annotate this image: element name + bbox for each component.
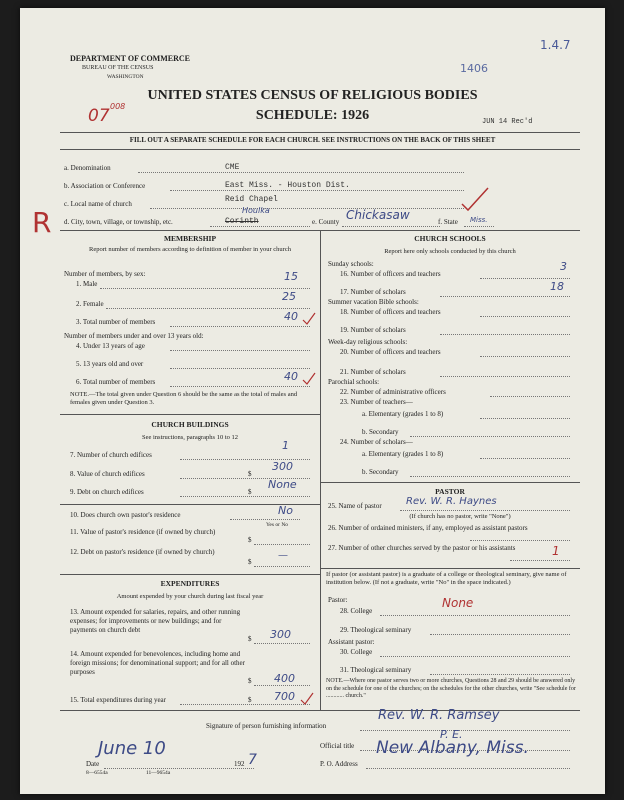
q14-label: 14. Amount expended for benevolences, including home and foreign missions; for denominational support; and for all other purposes [70, 650, 245, 676]
q10-label: 10. Does church own pastor's residence [70, 511, 181, 519]
form-number: 8—6554a [86, 770, 108, 776]
official-title-label: Official title [320, 742, 355, 750]
q1-value[interactable]: 15 [284, 270, 298, 283]
q17-value[interactable]: 18 [550, 280, 564, 293]
q3-value[interactable]: 40 [284, 310, 298, 323]
members-by-age: Number of members under and over 13 years old: [64, 332, 204, 340]
city-handwritten-value[interactable]: Houlka [242, 206, 270, 215]
q19-label: 19. Number of scholars [340, 326, 406, 334]
schools-heading: CHURCH SCHOOLS [414, 234, 486, 243]
q13-value[interactable]: 300 [270, 628, 291, 641]
check-mark-icon [302, 372, 316, 386]
form-number-2: 11—9654a [146, 770, 171, 776]
official-title-value[interactable]: P. E. [440, 728, 463, 741]
assistant-pastor-sublabel: Assistant pastor: [328, 638, 375, 646]
check-mark-icon [302, 312, 316, 326]
membership-sub: Report number of members according to definition of member in your church [89, 246, 291, 253]
q12-label: 12. Debt on pastor's residence (if owned by church) [70, 548, 215, 556]
stamp-number: 1406 [460, 62, 488, 75]
members-by-sex: Number of members, by sex: [64, 270, 146, 278]
census-schedule-sheet: 1.4.7 1406 JUN 14 Rec'd 07 008 DEPARTMENT OF COMMERCE BUREAU OF THE CENSUS WASHINGTON UNITED STATES CENSUS OF RELIGIOUS BODIES SCHEDULE: 1926 FILL OUT A SEPARATE SCHEDULE FOR EACH CHURCH. SEE INSTRUCTIONS ON THE BACK OF THIS SHEET a. Denomination CME b. Association or Conference East Miss. - Houston Dist. c. Local name of church Reid Chapel d. City, town, village, or township, etc. Corinth Houlka e. County Chickasaw f. State Miss. R MEMBERSHIP Report number of members according to definition of member in your church Number of members, by sex: 1. Male 15 2. Female 25 3. Total number of members 40 Number of members under and over 13 years old: 4. Under 13 years of age 5. 13 years old and over 6. Total number of members 40 NOTE.—The total given under Question 6 should be the same as the total of males and females given under Question 3. CHURCH BUILDINGS See instructions, paragraphs 10 to 12 7. Number of church edifices 1 8. Value of church edifices $ 300 9. Debt on church edifices $ None 10. Does church own pastor's residence No Yes or No 11. Value of pastor's residence (if owned by church) $ 12. Debt on pastor's residence (if owned by church) $ — EXPENDITURES Amount expended by your church during last fiscal year 13. Amount expended for salaries, repairs, and other running expenses; for improvements or new buildings; and for payments on church debt $ 300 14. Amount expended for benevolences, including home and foreign missions; for denominational support; and for all other purposes $ 400 15. Total expenditures during year $ 700 CHURCH SCHOOLS Report here only schools conducted by this church Sunday schools: 16. Number of officers and teachers 3 17. Number of scholars 18 Summer vacation Bible schools: 18. Number of officers and teachers 19. Number of scholars Week-day religious schools: 20. Number of officers and teachers 21. Number of scholars Parochial schools: 22. Number of administrative officers 23. Number of teachers— a. Elementary (grades 1 to 8) b. Secondary 24. Number of scholars— a. Elementary (grades 1 to 8) b. Secondary PASTOR 25. Name of pastor Rev. W. R. Haynes (If church has no pastor, write "None") 26. Number of ordained ministers, if any, employed as assistant pastors 27. Number of other churches served by the pastor or his assistants 1 If pastor (or assistant pastor) is a graduate of a college or theological seminary, give name of institution below. (If not a graduate, write "No" in the space indicated.) Pastor: 28. College None 29. Theological seminary Assistant pastor: 30. College 31. Theological seminary NOTE.—Where one pastor serves two or more churches, Questions 28 and 29 should be answered only on the schedule for one of the churches; on the schedules for the other churches, write "See schedule for ............ church." Signature of person furnishing information Rev. W. R. Ramsey Official title P. E. Date June 10 192 7 P. O. Address New Albany, Miss. 8—6554a 11—9654a [20, 8, 605, 794]
department-name: DEPARTMENT OF COMMERCE [70, 54, 191, 63]
city-name: WASHINGTON [107, 74, 144, 80]
form-instruction: FILL OUT A SEPARATE SCHEDULE FOR EACH CHURCH. SEE INSTRUCTIONS ON THE BACK OF THIS SHEET [129, 136, 496, 144]
form-title: UNITED STATES CENSUS OF RELIGIOUS BODIES [147, 88, 478, 103]
q22-label: 22. Number of administrative officers [340, 388, 446, 396]
q6-label: 6. Total number of members [76, 378, 156, 386]
pastor-sublabel: Pastor: [328, 596, 348, 604]
form-schedule: SCHEDULE: 1926 [255, 108, 370, 123]
q16-value[interactable]: 3 [560, 260, 567, 273]
q9-label: 9. Debt on church edifices [70, 488, 144, 496]
q8-value[interactable]: 300 [272, 460, 293, 473]
city-label: d. City, town, village, or township, etc. [64, 218, 173, 226]
q23a-label: a. Elementary (grades 1 to 8) [362, 410, 444, 418]
po-address-value[interactable]: New Albany, Miss. [376, 738, 529, 758]
q26-label: 26. Number of ordained ministers, if any, employed as assistant pastors [328, 524, 528, 532]
year-prefix: 192 [234, 760, 245, 768]
sunday-schools: Sunday schools: [328, 260, 374, 268]
check-mark-icon [460, 186, 490, 212]
state-value[interactable]: Miss. [470, 216, 488, 224]
date-value[interactable]: June 10 [98, 738, 166, 759]
q24a-label: a. Elementary (grades 1 to 8) [362, 450, 444, 458]
q17-label: 17. Number of scholars [340, 288, 406, 296]
denomination-label: a. Denomination [64, 164, 111, 172]
q28-value[interactable]: None [442, 596, 474, 610]
expenditures-heading: EXPENDITURES [160, 579, 220, 588]
local-name-value[interactable]: Reid Chapel [225, 195, 278, 204]
local-name-label: c. Local name of church [64, 200, 132, 208]
q29-label: 29. Theological seminary [340, 626, 412, 634]
q9-value[interactable]: None [268, 478, 297, 491]
q24-label: 24. Number of scholars— [340, 438, 413, 446]
parochial-schools: Parochial schools: [328, 378, 380, 386]
q27-label: 27. Number of other churches served by the pastor or his assistants [328, 544, 516, 552]
q10-value[interactable]: No [278, 504, 293, 517]
po-address-label: P. O. Address [320, 760, 358, 768]
county-label: e. County [312, 218, 340, 226]
q5-label: 5. 13 years old and over [76, 360, 144, 368]
weekday-schools: Week-day religious schools: [328, 338, 408, 346]
signature-value[interactable]: Rev. W. R. Ramsey [378, 708, 500, 723]
year-handwritten[interactable]: 7 [248, 752, 257, 768]
graduate-instruction: If pastor (or assistant pastor) is a graduate of a college or theological seminary, give name of institution below. (If not a graduate, write "No" in the space indicated.) [326, 571, 567, 586]
q23b-label: b. Secondary [362, 428, 399, 436]
q7-value[interactable]: 1 [282, 439, 289, 452]
q31-label: 31. Theological seminary [340, 666, 412, 674]
q25-label: 25. Name of pastor [328, 502, 382, 510]
q21-label: 21. Number of scholars [340, 368, 406, 376]
signature-label: Signature of person furnishing information [206, 722, 327, 730]
received-stamp: JUN 14 Rec'd [482, 118, 533, 126]
denomination-value[interactable]: CME [225, 163, 240, 172]
city-struck-value[interactable]: Corinth [225, 217, 259, 226]
q30-label: 30. College [340, 648, 373, 656]
q24b-label: b. Secondary [362, 468, 399, 476]
membership-heading: MEMBERSHIP [163, 234, 217, 243]
stamp-number-top: 1.4.7 [540, 38, 571, 52]
q6-value[interactable]: 40 [284, 370, 298, 383]
check-mark-icon [300, 692, 314, 706]
state-label: f. State [438, 218, 458, 226]
coding-mark-sup: 008 [110, 102, 126, 111]
q27-value[interactable]: 1 [552, 544, 560, 558]
q15-value[interactable]: 700 [274, 690, 295, 703]
q4-label: 4. Under 13 years of age [76, 342, 145, 350]
association-label: b. Association or Conference [64, 182, 146, 190]
q2-label: 2. Female [76, 300, 104, 308]
association-value[interactable]: East Miss. - Houston Dist. [225, 181, 350, 190]
q15-label: 15. Total expenditures during year [70, 696, 166, 704]
q2-value[interactable]: 25 [282, 290, 296, 303]
q25-hint: (If church has no pastor, write "None") [409, 513, 511, 520]
q13-label: 13. Amount expended for salaries, repairs, and other running expenses; for improvements or new buildings; and for payments on church debt [70, 608, 241, 634]
margin-mark: R [32, 206, 52, 239]
county-value[interactable]: Chickasaw [346, 208, 410, 222]
q7-label: 7. Number of church edifices [70, 451, 152, 459]
q25-value[interactable]: Rev. W. R. Haynes [406, 496, 497, 507]
pastor-heading: PASTOR [435, 487, 465, 496]
q14-value[interactable]: 400 [274, 672, 295, 685]
buildings-heading: CHURCH BUILDINGS [151, 420, 229, 429]
q12-value[interactable]: — [278, 550, 288, 561]
coding-mark: 07 [88, 106, 110, 126]
q18-label: 18. Number of officers and teachers [340, 308, 441, 316]
q11-label: 11. Value of pastor's residence (if owned by church) [70, 528, 216, 536]
q23-label: 23. Number of teachers— [340, 398, 413, 406]
q16-label: 16. Number of officers and teachers [340, 270, 441, 278]
vacation-schools: Summer vacation Bible schools: [328, 298, 419, 306]
pastor-note: NOTE.—Where one pastor serves two or more churches, Questions 28 and 29 should be answered only on the schedule for one of the churches; on the schedules for the other churches, write "See schedule for ............ church." [326, 678, 576, 699]
q20-label: 20. Number of officers and teachers [340, 348, 441, 356]
q10-hint: Yes or No [266, 522, 289, 528]
date-label: Date [86, 760, 100, 768]
q3-label: 3. Total number of members [76, 318, 156, 326]
q28-label: 28. College [340, 607, 373, 615]
bureau-name: BUREAU OF THE CENSUS [82, 65, 154, 71]
q8-label: 8. Value of church edifices [70, 470, 145, 478]
q1-label: 1. Male [76, 280, 98, 288]
buildings-sub: See instructions, paragraphs 10 to 12 [141, 434, 239, 441]
schools-sub: Report here only schools conducted by this church [384, 248, 516, 255]
expenditures-sub: Amount expended by your church during last fiscal year [116, 593, 264, 600]
membership-note: NOTE.—The total given under Question 6 should be the same as the total of males and females given under Question 3. [70, 391, 298, 406]
